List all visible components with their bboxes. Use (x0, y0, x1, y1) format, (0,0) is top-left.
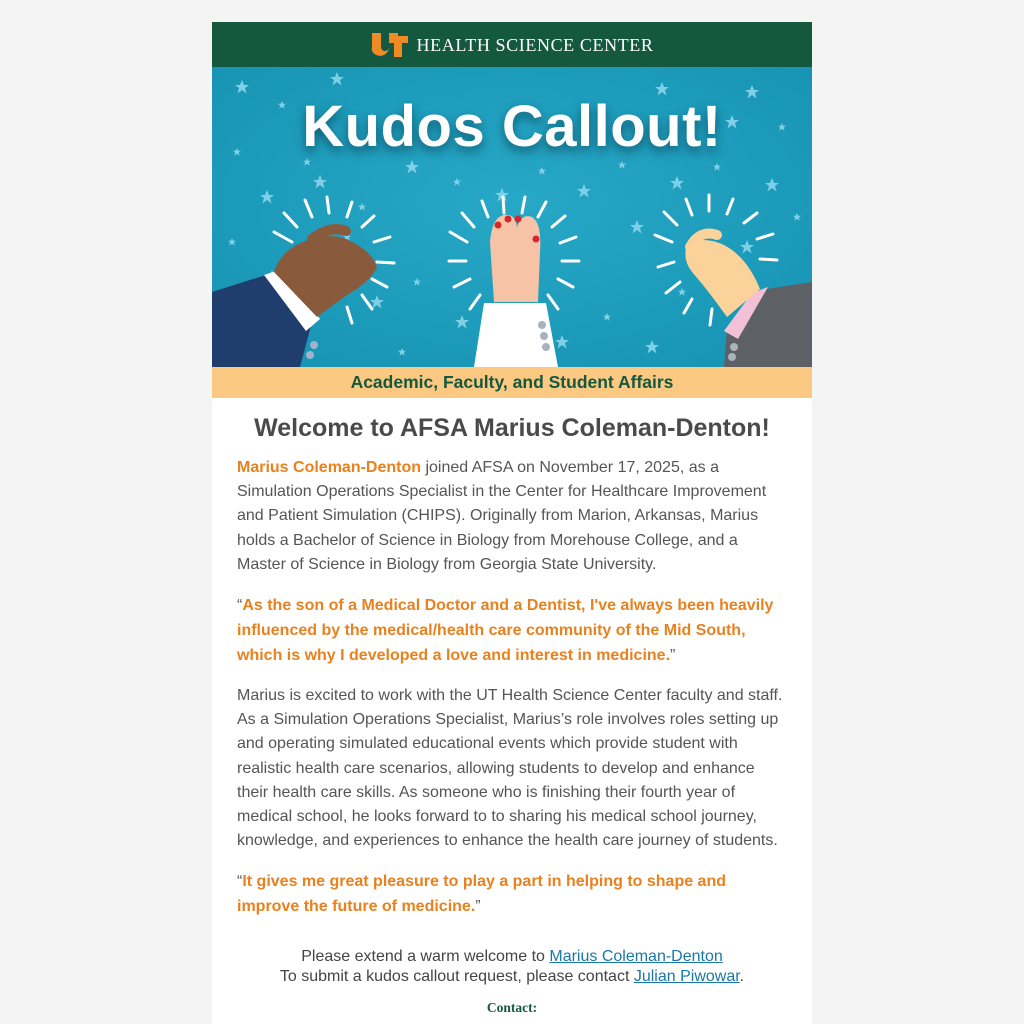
quote-1 (237, 593, 787, 668)
body-paragraph: Marius is excited to work with the UT Health Science Center faculty and staff. As a Simulation Operations Specialist, Marius’s role involves roles setting up and operating simulated educational events which provide student with realistic health care scenarios, allowing students to develop and enhance their health care skills. As someone who is finishing their fourth year of medical school, he looks forward to to sharing his medical school journey, knowledge, and experiences to enhance the health care journey of students. (237, 687, 783, 850)
kudos-banner (212, 67, 812, 367)
submit-line (237, 967, 787, 987)
article-content (212, 412, 812, 1016)
contact-person-link[interactable]: Julian Piwowar (633, 967, 740, 985)
banner-title: Kudos Callout! (302, 94, 722, 159)
quote-2-open: “ (237, 873, 243, 891)
quote-1-close: ” (670, 647, 676, 665)
closing-block (237, 947, 787, 986)
intro-text: joined AFSA on November 17, 2025, as a Simulation Operations Specialist in the Center for Healthcare Improvement and Patient Simulation (CHIPS). Originally from Marion, Arkansas, Marius holds a Bachelor of Science in Biology from Morehouse College, and a Master of Science in Biology from Georgia State University. (237, 459, 767, 573)
quote-2-text: It gives me great pleasure to play a part in helping to shape and improve the future of medicine. (237, 873, 726, 916)
quote-1-text: As the son of a Medical Doctor and a Dentist, I've always been heavily influenced by the medical/health care community of the Mid South, which is why I developed a love and interest in medicine. (237, 597, 774, 665)
welcome-prefix: Please extend a warm welcome to (301, 948, 550, 966)
quote-2 (237, 869, 787, 919)
email-container (212, 22, 812, 1024)
org-name: HEALTH SCIENCE CENTER (416, 35, 654, 55)
quote-1-open: “ (237, 597, 243, 615)
contact-label: Contact: (486, 1000, 538, 1016)
header-bar (212, 22, 812, 67)
submit-prefix: To submit a kudos callout request, please contact (279, 967, 634, 985)
welcome-name-link[interactable]: Marius Coleman-Denton (549, 948, 723, 966)
department-bar: Academic, Faculty, and Student Affairs (212, 367, 812, 398)
intro-paragraph (237, 456, 787, 577)
submit-suffix: . (739, 967, 745, 985)
highlighted-name: Marius Coleman-Denton (237, 459, 422, 476)
welcome-line (237, 947, 787, 967)
ut-logo-icon (371, 32, 409, 58)
quote-2-close: ” (475, 898, 481, 916)
article-headline: Welcome to AFSA Marius Coleman-Denton! (254, 414, 770, 442)
